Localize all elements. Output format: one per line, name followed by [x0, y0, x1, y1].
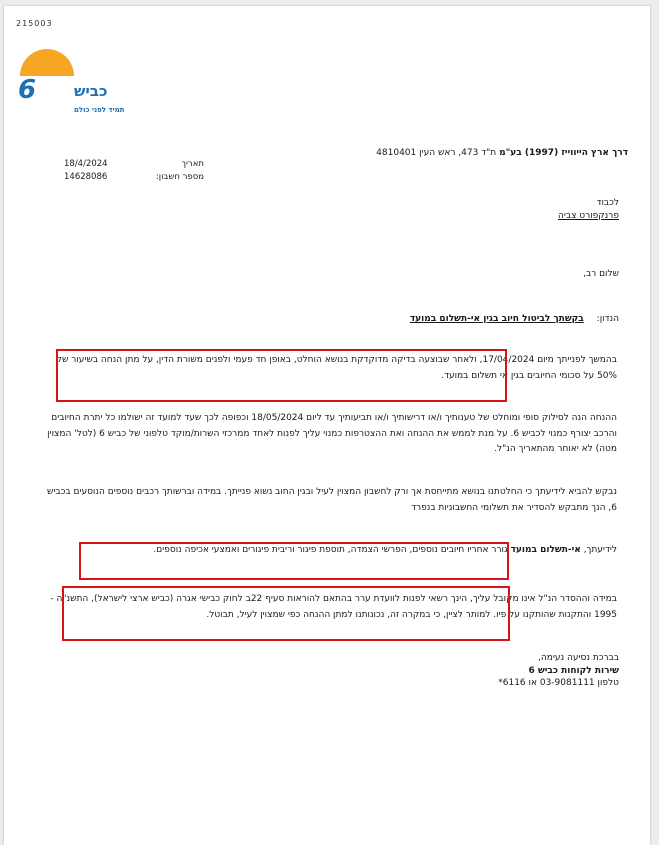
svg-text:6: 6	[18, 75, 37, 105]
account-label: מספר חשבון:	[155, 172, 204, 182]
paragraph-other-vehicles: נבקש להביא לידיעתך כי החלטתנו בנושא מתייחסת אך ורק לחשבון המצוין לעיל ובגין החוב נשוא פנייתך. במידה וברשותך רכבים נוספים הנוסעים בכביש 6, הנך מתבקש להסדיר את תשלומי החשבוניות בנפרד	[47, 487, 617, 513]
subject-text: בקשתך לביטול חיוב בגין אי-תשלום במועד	[409, 314, 584, 324]
highlight-box-appeal	[62, 586, 510, 641]
recipient-name: פרנקפורט צביה	[558, 211, 619, 221]
date-value: 18/4/2024	[64, 159, 108, 169]
kvish6-logo	[16, 46, 125, 118]
company-header	[268, 147, 628, 160]
notice-suffix: גורר אחריו חיובים נוספים, הפרשי הצמדה, תוספת פיגור וריבית פיגורים ואמצעי אכיפה נוספים.	[153, 545, 511, 555]
paragraph-discount: בהמשך לפנייתך מיום 17/04/2024, ולאחר שבוצעה בדיקה מדוקדקת בנושא הוחלט, באופן חד פעמי ולפנים משורת הדין, על מתן הנחה בשיעור של 50% על סכומי החיובים בגין אי תשלום במועד.	[56, 355, 617, 381]
highlight-box-notice	[79, 542, 509, 580]
signature-dept: שירות לקוחות כביש 6	[528, 665, 619, 676]
greeting: שלום רב,	[583, 269, 619, 279]
subject-label: הנדון:	[596, 314, 619, 324]
letter-page	[4, 6, 650, 845]
recipient-block	[419, 197, 619, 223]
signature-closing: בברכת נסיעה נעימה,	[538, 653, 619, 663]
paragraph-conditions: ההנחה הנה לסילוק סופי ומוחלט של טענותיך ו/או דרישותיך ו/או תביעותיך עד ליום 18/05/2024 וכפופה לכך שעד למועד זה ישולמו כל יתרת החיובים והרכב יצורף כמנוי לכביש 6. על מנת לממש את ההנחה ואת ההצטרפות כמנוי עליך לפנות לאחד ממרכזי השרות/מוקד טלפוני של כביש 6 (לטל' המצוין מטה) לא יאוחר מהתאריך הנ"ל.	[47, 413, 617, 454]
account-value: 14628086	[64, 172, 108, 182]
svg-text:כביש: כביש	[74, 82, 108, 100]
notice-prefix: לידיעתך,	[580, 545, 617, 555]
recipient-salutation: לכבוד	[596, 198, 619, 208]
svg-text:תמיד לפני כולם: תמיד לפני כולם	[74, 106, 125, 114]
date-label: תאריך	[181, 159, 204, 169]
letter-meta	[64, 158, 204, 184]
subject-line	[219, 313, 619, 326]
company-address: ת"ד 473, ראש העין 4810401	[376, 148, 497, 158]
signature-phone: טלפון 03-9081111 או 6116*	[498, 678, 619, 688]
highlight-box-discount	[56, 349, 507, 402]
signature-block	[369, 652, 619, 690]
notice-bold: אי-תשלום במועד	[510, 545, 581, 555]
paragraph-appeal: במידה וההסדר הנ"ל אינו מקובל עליך, הינך רשאי לפנות לוועדת ערר בהתאם להוראות סעיף 22ב לחוק כבישי אגרה (כביש ארצי לישראל), התשנ"ה - 1995 והתקנות שהותקנו על פיו. למותר לציין, כי במקרה זה, נכונותנו למתן ההנחה כפי שמצוין לעיל, תבוטל.	[50, 594, 617, 620]
company-name: דרך ארץ הייווייז (1997) בע"מ	[499, 148, 628, 158]
document-id: 215003	[16, 19, 53, 28]
